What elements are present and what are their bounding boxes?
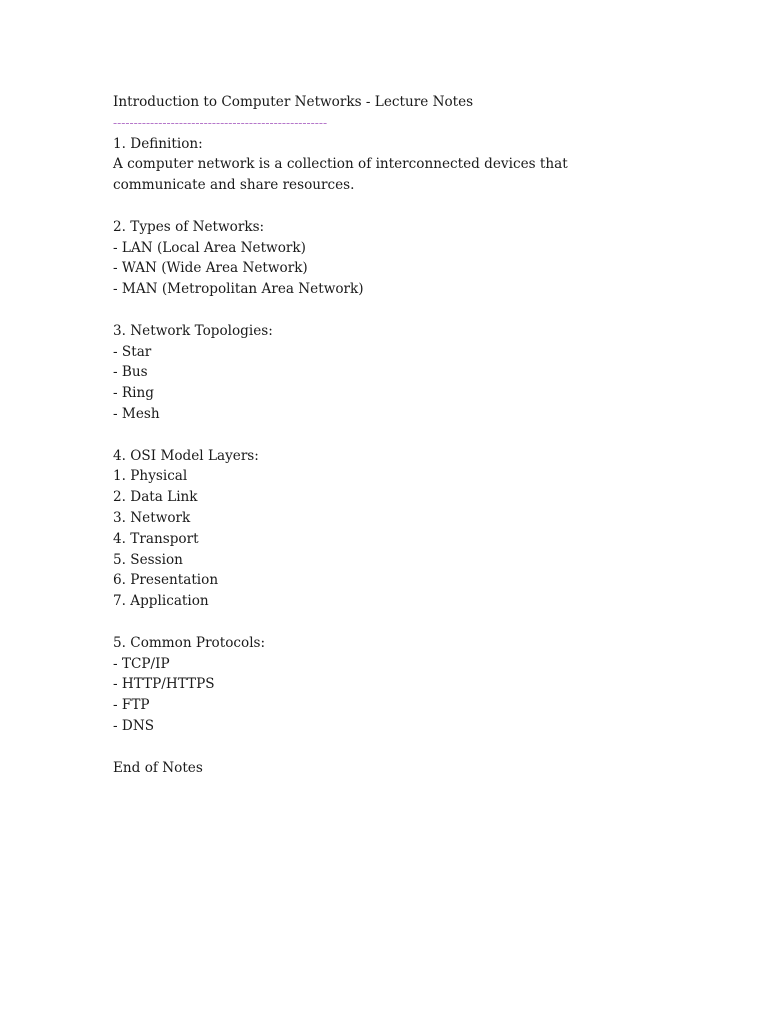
spacer xyxy=(113,737,673,758)
list-item: - Star xyxy=(113,343,152,360)
list-item: 6. Presentation xyxy=(113,572,219,589)
definition-paragraph: A computer network is a collection of interconnected devices that communicate and share resources. xyxy=(113,156,568,194)
list-item: - Mesh xyxy=(113,405,160,422)
document-title: Introduction to Computer Networks - Lecture Notes xyxy=(113,94,474,110)
title-underline-rule: ---------------------------------------------------- xyxy=(113,115,328,130)
list-item: 1. Physical xyxy=(113,468,188,485)
document-footer: End of Notes xyxy=(113,759,203,776)
list-item: 4. Transport xyxy=(113,530,199,547)
list-item: - Ring xyxy=(113,385,154,402)
spacer xyxy=(113,612,673,633)
list-item: - FTP xyxy=(113,697,150,714)
spacer xyxy=(113,425,673,446)
section-protocols xyxy=(113,633,673,737)
list-item: - LAN (Local Area Network) xyxy=(113,239,306,256)
list-item: 5. Session xyxy=(113,551,183,568)
section-definition xyxy=(113,134,673,196)
section-heading-protocols: 5. Common Protocols: xyxy=(113,634,266,651)
section-osi-layers xyxy=(113,446,673,612)
list-item: - MAN (Metropolitan Area Network) xyxy=(113,281,364,298)
section-heading-osi-layers: 4. OSI Model Layers: xyxy=(113,447,259,464)
spacer xyxy=(113,300,673,321)
list-item: - WAN (Wide Area Network) xyxy=(113,260,308,277)
section-heading-topologies: 3. Network Topologies: xyxy=(113,322,273,339)
list-item: - HTTP/HTTPS xyxy=(113,676,215,693)
list-item: - DNS xyxy=(113,717,155,734)
spacer xyxy=(113,196,673,217)
list-item: 3. Network xyxy=(113,509,191,526)
section-network-types xyxy=(113,217,673,300)
section-topologies xyxy=(113,321,673,425)
section-heading-network-types: 2. Types of Networks: xyxy=(113,218,265,235)
list-item: 7. Application xyxy=(113,593,209,610)
list-item: 2. Data Link xyxy=(113,489,198,506)
section-heading-definition: 1. Definition: xyxy=(113,135,203,152)
list-item: - TCP/IP xyxy=(113,655,170,672)
document-page xyxy=(113,92,673,778)
list-item: - Bus xyxy=(113,364,148,381)
